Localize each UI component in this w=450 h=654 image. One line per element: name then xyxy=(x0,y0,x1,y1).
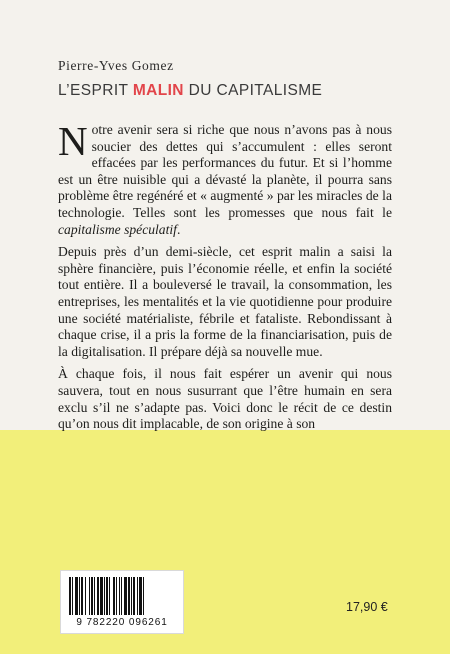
barcode-bar xyxy=(72,577,73,615)
isbn-number: 9 782220 096261 xyxy=(76,617,168,628)
blurb-p1-italic: capitalisme spéculatif xyxy=(58,221,177,237)
barcode-bar xyxy=(124,577,127,615)
barcode-bar xyxy=(128,577,130,615)
barcode-bar xyxy=(75,577,78,615)
barcode-bar xyxy=(100,577,103,615)
drop-cap: N xyxy=(58,118,88,164)
blurb-paragraph-3: À chaque fois, il nous fait espérer un avenir qui nous sauvera, tout en nous susurrant que l’être humain en sera exclu s’il ne s’adapte pas. Voici donc le récit de ce destin qu’on nous dit implacable, de son origine à son xyxy=(58,366,392,432)
barcode-bar xyxy=(89,577,90,615)
barcode-bar xyxy=(91,577,93,615)
barcode-bar xyxy=(97,577,99,615)
barcode-bar xyxy=(131,577,132,615)
title-accent-word: MALIN xyxy=(132,82,184,99)
barcode-bar xyxy=(106,577,108,615)
barcode-bar xyxy=(137,577,138,615)
barcode-bars xyxy=(67,577,177,617)
barcode-bar xyxy=(104,577,105,615)
author-name: Pierre-Yves Gomez xyxy=(58,58,174,73)
barcode-bar xyxy=(79,577,80,615)
barcode-bar xyxy=(121,577,122,615)
barcode-bar xyxy=(85,577,86,615)
blurb-paragraph-1 xyxy=(58,118,392,238)
barcode-bar xyxy=(81,577,83,615)
blurb-p1-text: otre avenir sera si riche que nous n’avons pas à nous soucier des dettes qui s’accumulent : elles seront effacées par les performances du futur. Et si l’homme est un être nuisible qui a dévasté la planète, il pourra sans problème être regénéré et « augmenté » par les miracles de la technologie. Telles sont les promesses que nous fait le xyxy=(58,122,392,220)
barcode-bar xyxy=(139,577,142,615)
barcode xyxy=(60,570,184,634)
price: 17,90 € xyxy=(346,600,388,614)
blurb-text xyxy=(58,118,392,439)
barcode-bar xyxy=(133,577,135,615)
book-title xyxy=(58,82,322,100)
barcode-bar xyxy=(119,577,120,615)
barcode-bar xyxy=(116,577,117,615)
barcode-bar xyxy=(69,577,71,615)
title-prefix: L’ESPRIT xyxy=(58,82,133,99)
blurb-p1-end: . xyxy=(176,221,181,237)
barcode-bar xyxy=(113,577,115,615)
title-suffix: DU CAPITALISME xyxy=(183,82,323,99)
barcode-bar xyxy=(109,577,110,615)
barcode-bar xyxy=(143,577,144,615)
barcode-bar xyxy=(94,577,95,615)
blurb-paragraph-2: Depuis près d’un demi-siècle, cet esprit malin a saisi la sphère financière, puis l’économie réelle, et enfin la société tout entière. Il a bouleversé le travail, la consommation, les entreprises, les mentalités et la vie quotidienne pour produire une société matérialiste, fébrile et fataliste. Rebondissant à chaque crise, il a pris la forme de la financiarisation, puis de la digitalisation. Il prépare déjà sa nouvelle mue. xyxy=(58,244,392,359)
